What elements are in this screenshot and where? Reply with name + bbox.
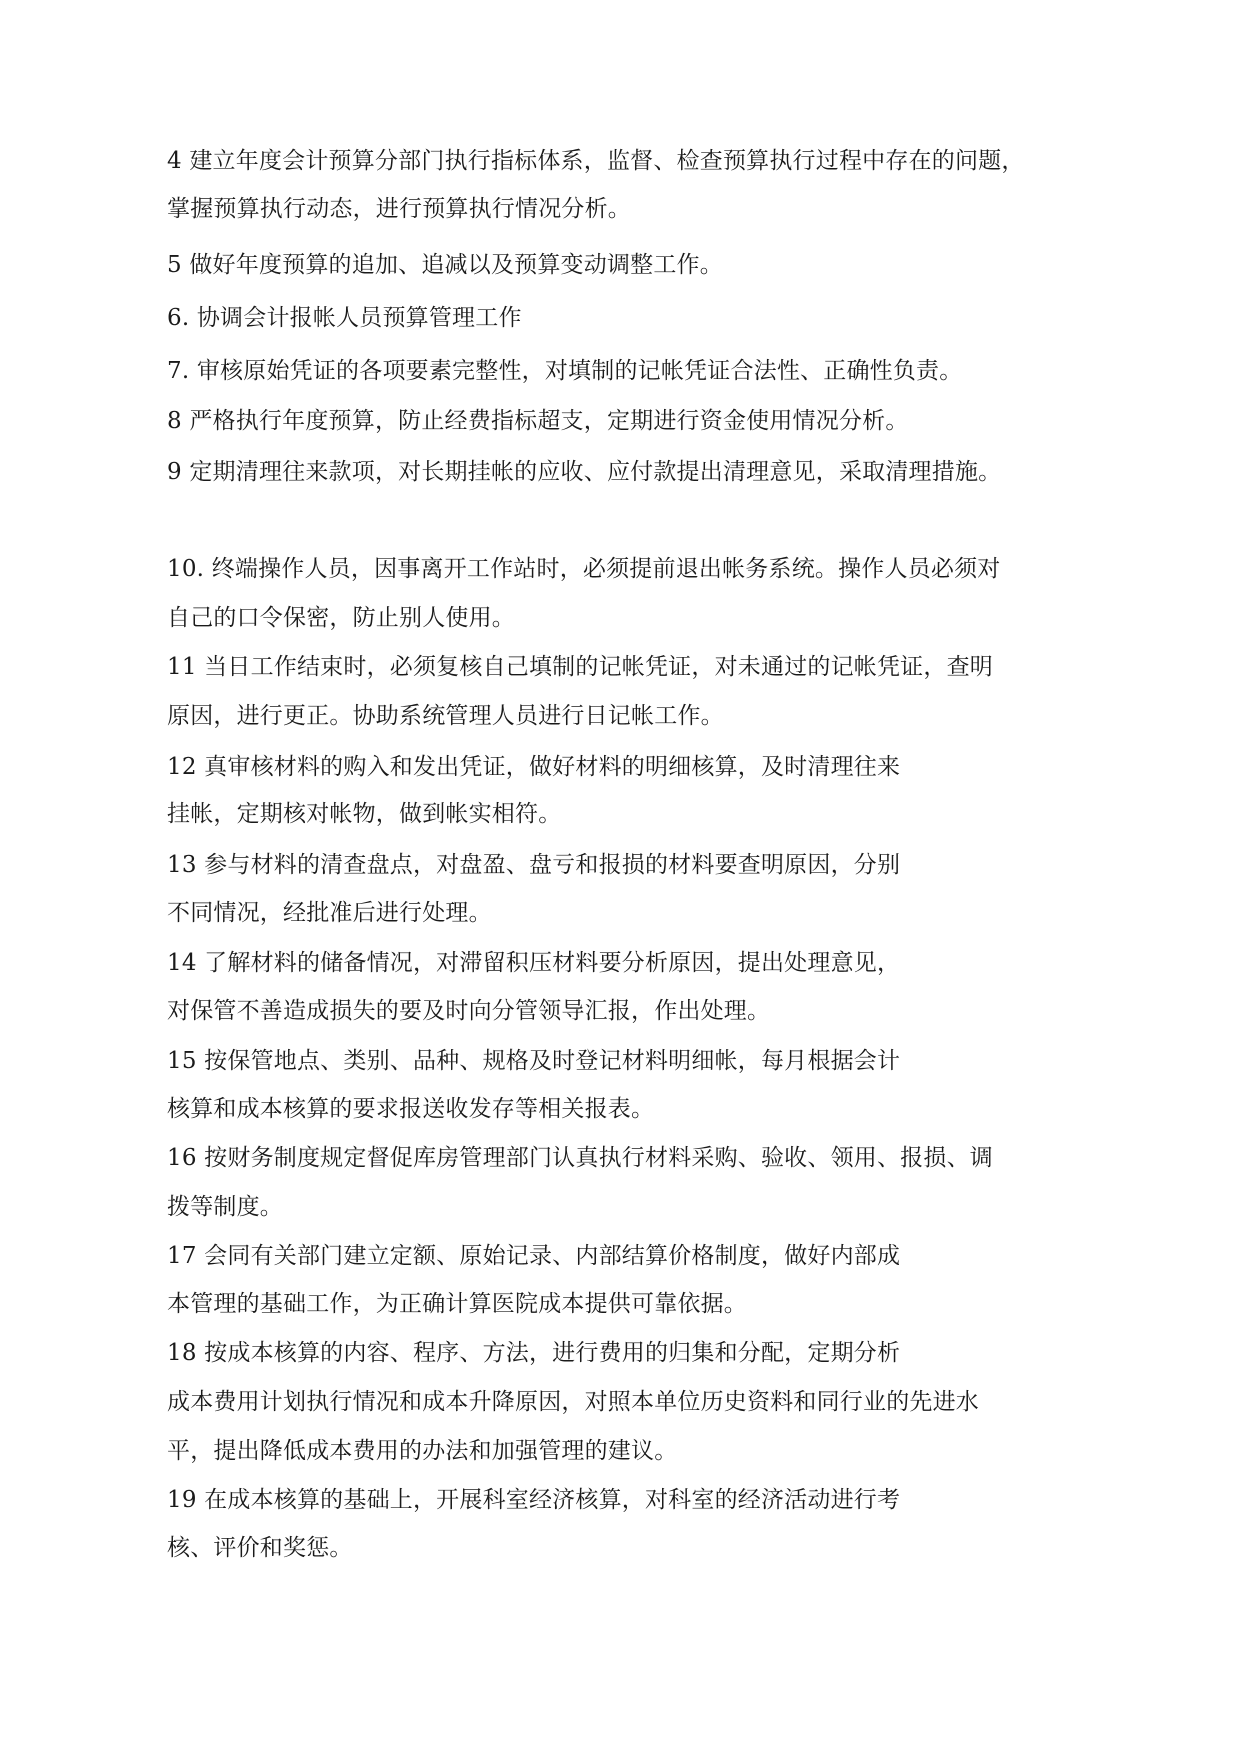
text-line: 16 按财务制度规定督促库房管理部门认真执行材料采购、验收、领用、报损、调 — [167, 1145, 993, 1171]
text-line: 9 定期清理往来款项，对长期挂帐的应收、应付款提出清理意见，采取清理措施。 — [167, 459, 1002, 485]
text-line: 4 建立年度会计预算分部门执行指标体系，监督、检查预算执行过程中存在的问题， — [167, 148, 1025, 174]
text-line: 17 会同有关部门建立定额、原始记录、内部结算价格制度，做好内部成 — [167, 1243, 901, 1269]
text-line: 成本费用计划执行情况和成本升降原因，对照本单位历史资料和同行业的先进水 — [167, 1389, 979, 1415]
text-line: 10. 终端操作人员，因事离开工作站时，必须提前退出帐务系统。操作人员必须对 — [167, 556, 1001, 582]
text-line: 11 当日工作结束时，必须复核自己填制的记帐凭证，对未通过的记帐凭证，查明 — [167, 654, 993, 680]
text-line: 19 在成本核算的基础上，开展科室经济核算，对科室的经济活动进行考 — [167, 1487, 901, 1513]
text-line: 本管理的基础工作，为正确计算医院成本提供可靠依据。 — [167, 1291, 747, 1317]
text-line: 5 做好年度预算的追加、追减以及预算变动调整工作。 — [167, 252, 723, 278]
text-line: 18 按成本核算的内容、程序、方法，进行费用的归集和分配，定期分析 — [167, 1340, 901, 1366]
text-line: 核算和成本核算的要求报送收发存等相关报表。 — [167, 1096, 655, 1122]
text-line: 6. 协调会计报帐人员预算管理工作 — [167, 305, 522, 331]
text-line: 13 参与材料的清查盘点，对盘盈、盘亏和报损的材料要查明原因，分别 — [167, 852, 901, 878]
text-line: 核、评价和奖惩。 — [167, 1535, 353, 1561]
text-line: 15 按保管地点、类别、品种、规格及时登记材料明细帐，每月根据会计 — [167, 1048, 901, 1074]
text-line: 不同情况，经批准后进行处理。 — [167, 900, 492, 926]
text-line: 平，提出降低成本费用的办法和加强管理的建议。 — [167, 1438, 678, 1464]
text-line: 拨等制度。 — [167, 1194, 283, 1220]
text-line: 自己的口令保密，防止别人使用。 — [167, 605, 515, 631]
text-line: 对保管不善造成损失的要及时向分管领导汇报，作出处理。 — [167, 998, 771, 1024]
text-line: 掌握预算执行动态，进行预算执行情况分析。 — [167, 196, 631, 222]
text-line: 原因，进行更正。协助系统管理人员进行日记帐工作。 — [167, 703, 724, 729]
text-line: 14 了解材料的储备情况，对滞留积压材料要分析原因，提出处理意见， — [167, 950, 901, 976]
text-line: 挂帐，定期核对帐物，做到帐实相符。 — [167, 801, 562, 827]
text-line: 12 真审核材料的购入和发出凭证，做好材料的明细核算，及时清理往来 — [167, 754, 901, 780]
text-line: 7. 审核原始凭证的各项要素完整性，对填制的记帐凭证合法性、正确性负责。 — [167, 358, 963, 384]
text-line: 8 严格执行年度预算，防止经费指标超支，定期进行资金使用情况分析。 — [167, 408, 909, 434]
